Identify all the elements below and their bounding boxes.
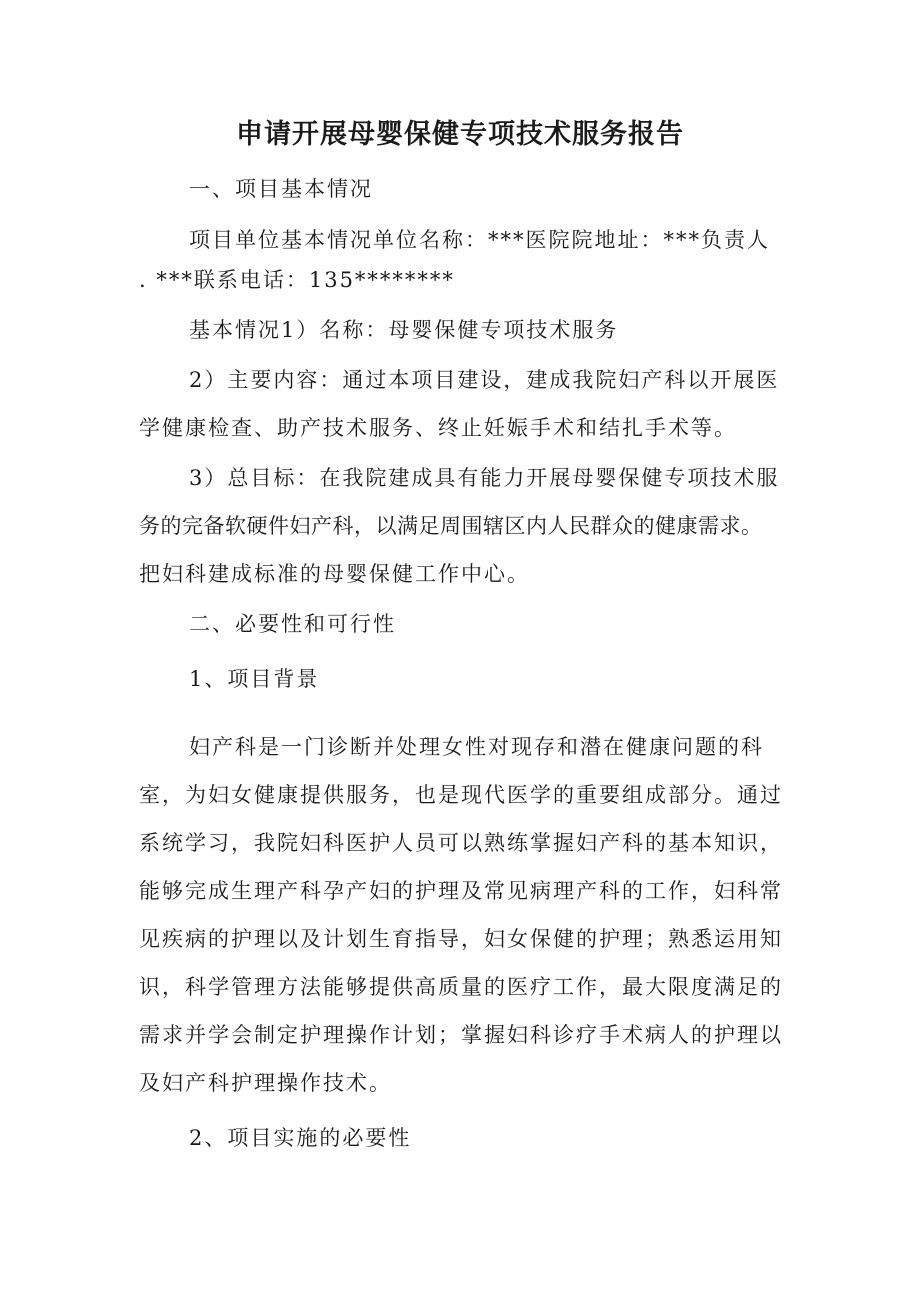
paragraph-line: 系统学习，我院妇科医护人员可以熟练掌握妇产科的基本知识， (139, 831, 783, 855)
paragraph-line: 妇产科是一门诊断并处理女性对现存和潜在健康问题的科 (189, 735, 764, 759)
section-heading-necessity: 二、必要性和可行性 (189, 612, 396, 636)
paragraph-line: 能够完成生理产科孕产妇的护理及常见病理产科的工作，妇科常 (139, 879, 783, 903)
subsection-heading-background: 1、项目背景 (189, 667, 320, 691)
paragraph-line: 需求并学会制定护理操作计划；掌握妇科诊疗手术病人的护理以 (139, 1023, 783, 1047)
paragraph-line: 把妇科建成标准的母婴保健工作中心。 (139, 562, 530, 586)
paragraph-line: 3）总目标：在我院建成具有能力开展母婴保健专项技术服 (189, 466, 780, 490)
paragraph-line: 识，科学管理方法能够提供高质量的医疗工作，最大限度满足的 (139, 975, 783, 999)
subsection-heading-necessity: 2、项目实施的必要性 (189, 1126, 412, 1150)
paragraph-line: 基本情况1）名称：母婴保健专项技术服务 (189, 318, 619, 342)
paragraph-line: . ***联系电话：135******** (139, 268, 455, 292)
document-title: 申请开展母婴保健专项技术服务报告 (236, 119, 684, 150)
section-heading-basic-info: 一、项目基本情况 (189, 177, 373, 201)
paragraph-line: 学健康检查、助产技术服务、终止妊娠手术和结扎手术等。 (139, 416, 737, 440)
paragraph-line: 2）主要内容：通过本项目建设，建成我院妇产科以开展医 (189, 368, 780, 392)
paragraph-line: 务的完备软硬件妇产科，以满足周围辖区内人民群众的健康需求。 (139, 514, 763, 538)
paragraph-line: 见疾病的护理以及计划生育指导，妇女保健的护理；熟悉运用知 (139, 927, 783, 951)
paragraph-line: 及妇产科护理操作技术。 (139, 1071, 392, 1095)
paragraph-line: 项目单位基本情况单位名称：***医院院地址：***负责人 (189, 228, 770, 252)
paragraph-line: 室，为妇女健康提供服务，也是现代医学的重要组成部分。通过 (139, 783, 783, 807)
